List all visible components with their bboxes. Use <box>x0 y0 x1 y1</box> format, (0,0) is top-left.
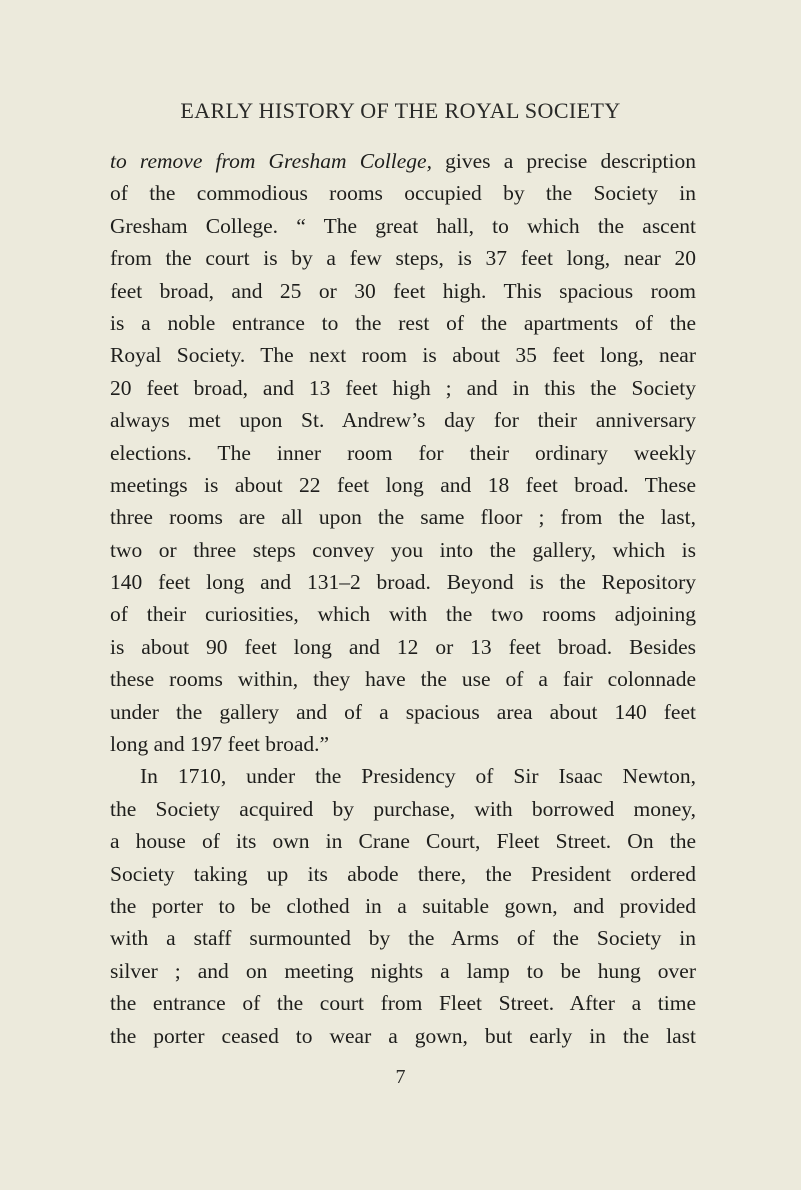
text-line: elections. The inner room for their ordinary weekly <box>110 440 696 465</box>
text-line: these rooms within, they have the use of a fair colonnade <box>110 667 696 692</box>
text-line: always met upon St. Andrew’s day for their anniversary <box>110 408 696 433</box>
text-line: from the court is by a few steps, is 37 feet long, near 20 <box>110 246 696 271</box>
text-line: with a staff surmounted by the Arms of the Society in <box>110 926 696 951</box>
italic-phrase: to remove from Gresham College, <box>110 149 432 173</box>
text-line: silver ; and on meeting nights a lamp to be hung over <box>110 958 696 983</box>
text-line: Gresham College. “ The great hall, to which the ascent <box>110 213 696 238</box>
text-line: the porter to be clothed in a suitable gown, and provided <box>110 893 696 918</box>
text-line: 140 feet long and 131–2 broad. Beyond is the Repository <box>110 570 696 595</box>
text-line: three rooms are all upon the same floor ; from the last, <box>110 505 696 530</box>
text-line: the Society acquired by purchase, with borrowed money, <box>110 796 696 821</box>
text-line: Royal Society. The next room is about 35 feet long, near <box>110 343 696 368</box>
paragraph-end-line: long and 197 feet broad.” <box>110 732 330 757</box>
text-line: 20 feet broad, and 13 feet high ; and in this the Society <box>110 375 696 400</box>
text-line: feet broad, and 25 or 30 feet high. This spacious room <box>110 278 696 303</box>
text-line: two or three steps convey you into the gallery, which is <box>110 537 696 562</box>
text-line: of the commodious rooms occupied by the Society in <box>110 181 696 206</box>
page-number: 7 <box>395 1066 406 1088</box>
text-line: a house of its own in Crane Court, Fleet Street. On the <box>110 829 696 854</box>
first-line-rest: gives a precise description <box>431 149 696 173</box>
body-text <box>110 145 696 1052</box>
text-line-first <box>110 145 696 177</box>
text-line: of their curiosities, which with the two rooms adjoining <box>110 602 696 627</box>
text-line: under the gallery and of a spacious area about 140 feet <box>110 699 696 724</box>
text-line: the porter ceased to wear a gown, but early in the last <box>110 1023 696 1048</box>
text-line: is about 90 feet long and 12 or 13 feet broad. Besides <box>110 634 696 659</box>
text-line: the entrance of the court from Fleet Street. After a time <box>110 991 696 1016</box>
paragraph-start-line: In 1710, under the Presidency of Sir Isaac Newton, <box>140 764 696 789</box>
running-head: EARLY HISTORY OF THE ROYAL SOCIETY <box>180 98 621 123</box>
text-line: is a noble entrance to the rest of the apartments of the <box>110 310 696 335</box>
text-line: Society taking up its abode there, the President ordered <box>110 861 696 886</box>
text-line: meetings is about 22 feet long and 18 feet broad. These <box>110 472 696 497</box>
